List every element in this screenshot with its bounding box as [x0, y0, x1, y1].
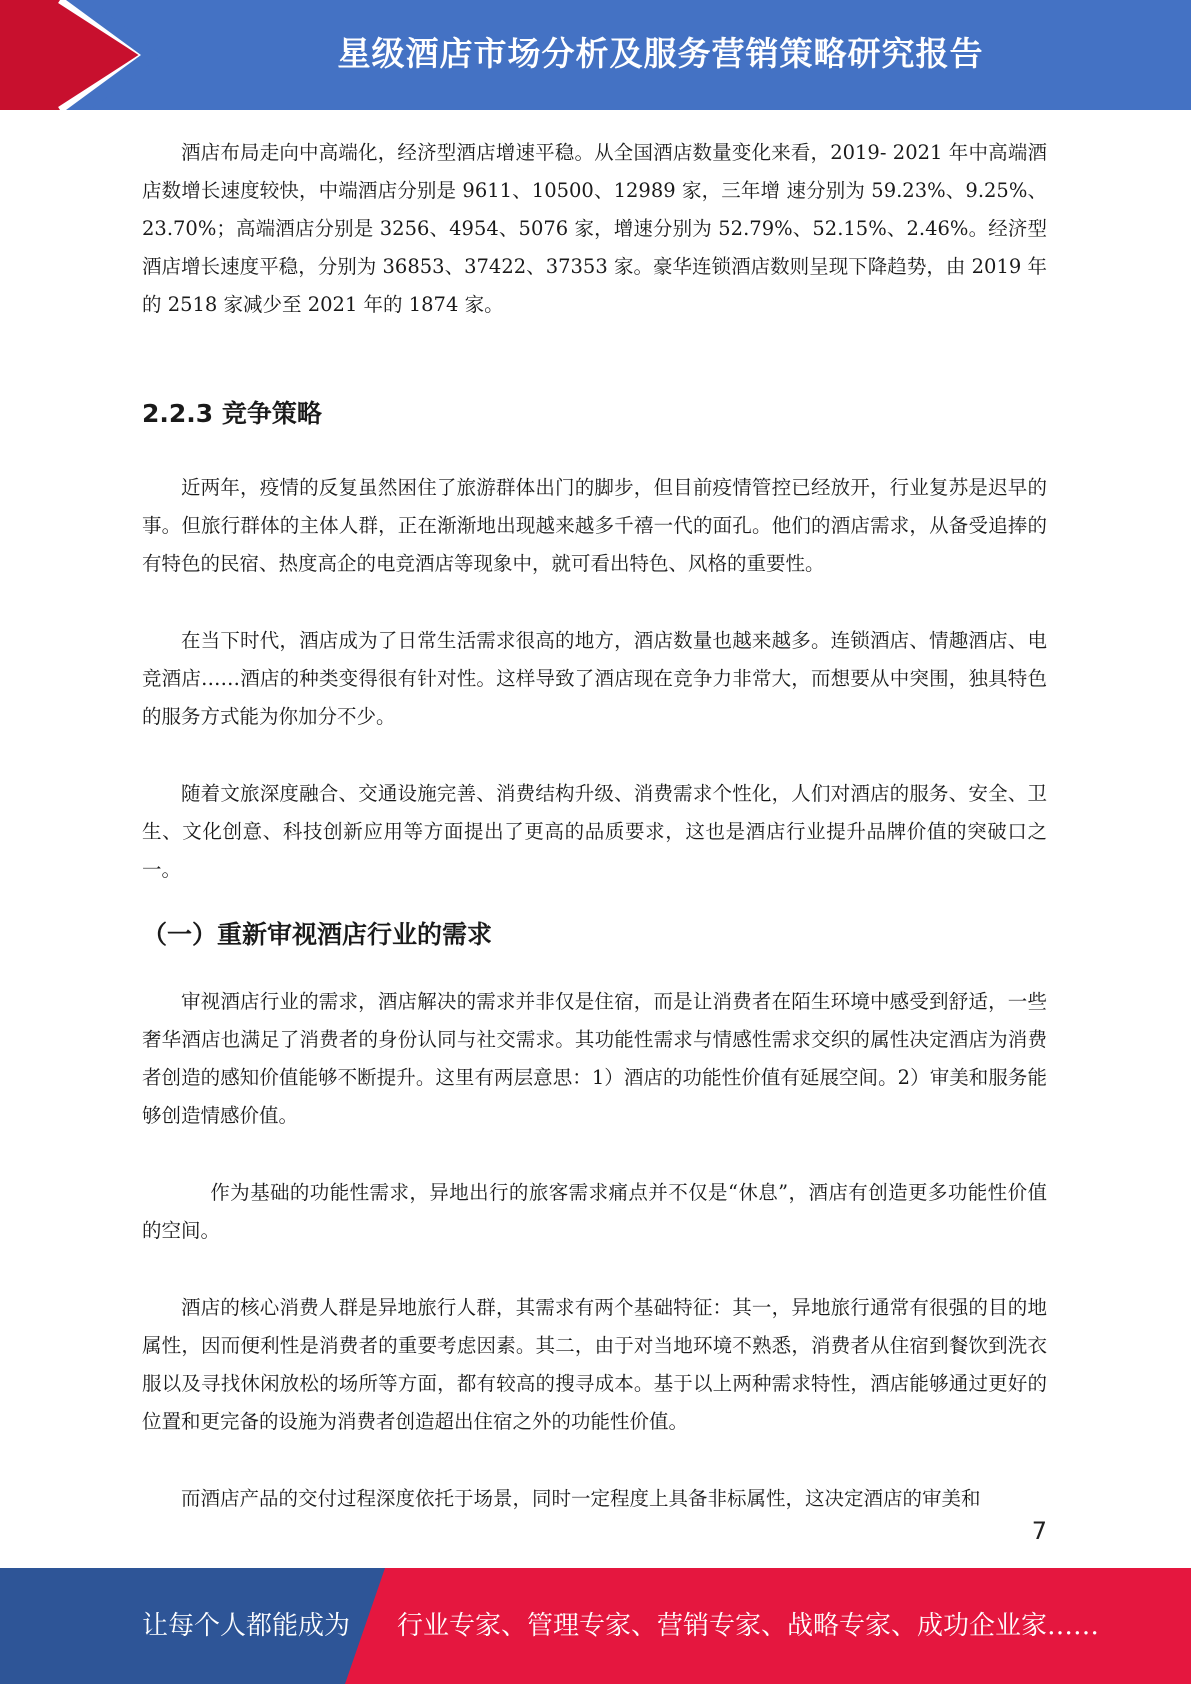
- section-heading-competition-strategy: 2.2.3 竞争策略: [142, 399, 322, 428]
- page-number: 7: [1031, 1517, 1047, 1545]
- footer-slogan-left: 让每个人都能成为: [142, 1611, 351, 1641]
- paragraph-hotel-types: 在当下时代，酒店成为了日常生活需求很高的地方，酒店数量也越来越多。连锁酒店、情趣酒店、电竞酒店……酒店的种类变得很有针对性。这样导致了酒店现在竞争力非常大，而想要从中突围，独具特色的服务方式能为你加分不少。: [142, 629, 1047, 728]
- footer-slogan-right: 行业专家、管理专家、营销专家、战略专家、成功企业家……: [397, 1611, 1100, 1641]
- paragraph-functional-demand: 作为基础的功能性需求，异地出行的旅客需求痛点并不仅是“休息”，酒店有创造更多功能性价值的空间。: [142, 1181, 1047, 1242]
- report-title: 星级酒店市场分析及服务营销策略研究报告: [337, 34, 984, 73]
- page-header: [0, 0, 1191, 110]
- paragraph-quality-requirements: 随着文旅深度融合、交通设施完善、消费结构升级、消费需求个性化，人们对酒店的服务、安全、卫生、文化创意、科技创新应用等方面提出了更高的品质要求，这也是酒店行业提升品牌价值的突破口之一。: [142, 782, 1047, 881]
- paragraph-recovery: 近两年，疫情的反复虽然困住了旅游群体出门的脚步，但目前疫情管控已经放开，行业复苏是迟早的事。但旅行群体的主体人群，正在渐渐地出现越来越多千禧一代的面孔。他们的酒店需求，从备受追捧的有特色的民宿、热度高企的电竞酒店等现象中，就可看出特色、风格的重要性。: [142, 476, 1047, 575]
- paragraph-delivery-process: 而酒店产品的交付过程深度依托于场景，同时一定程度上具备非标属性，这决定酒店的审美和: [181, 1487, 981, 1510]
- header-arrow-decoration: [0, 0, 160, 110]
- paragraph-demand-review: 审视酒店行业的需求，酒店解决的需求并非仅是住宿，而是让消费者在陌生环境中感受到舒适，一些奢华酒店也满足了消费者的身份认同与社交需求。其功能性需求与情感性需求交织的属性决定酒店为消费者创造的感知价值能够不断提升。这里有两层意思：1）酒店的功能性价值有延展空间。2）审美和服务能够创造情感价值。: [142, 990, 1047, 1127]
- section-heading-rethink-demand: （一）重新审视酒店行业的需求: [142, 920, 493, 949]
- page-footer: [0, 1568, 1191, 1684]
- page-content: [142, 134, 1047, 1518]
- paragraph-hotel-layout: 酒店布局走向中高端化，经济型酒店增速平稳。从全国酒店数量变化来看，2019- 2021 年中高端酒店数增长速度较快，中端酒店分别是 9611、10500、12989 家，三年增 速分别为 59.23%、9.25%、23.70%；高端酒店分别是 3256、4954、5076 家，增速分别为 52.79%、52.15%、2.46%。经济型酒店增长速度平稳，分别为 36853、37422、37353 家。豪华连锁酒店数则呈现下降趋势，由 2019 年的 2518 家减少至 2021 年的 1874 家。: [142, 141, 1047, 316]
- paragraph-core-consumers: 酒店的核心消费人群是异地旅行人群，其需求有两个基础特征：其一，异地旅行通常有很强的目的地属性，因而便利性是消费者的重要考虑因素。其二，由于对当地环境不熟悉，消费者从住宿到餐饮到洗衣服以及寻找休闲放松的场所等方面，都有较高的搜寻成本。基于以上两种需求特性，酒店能够通过更好的位置和更完备的设施为消费者创造超出住宿之外的功能性价值。: [142, 1296, 1047, 1433]
